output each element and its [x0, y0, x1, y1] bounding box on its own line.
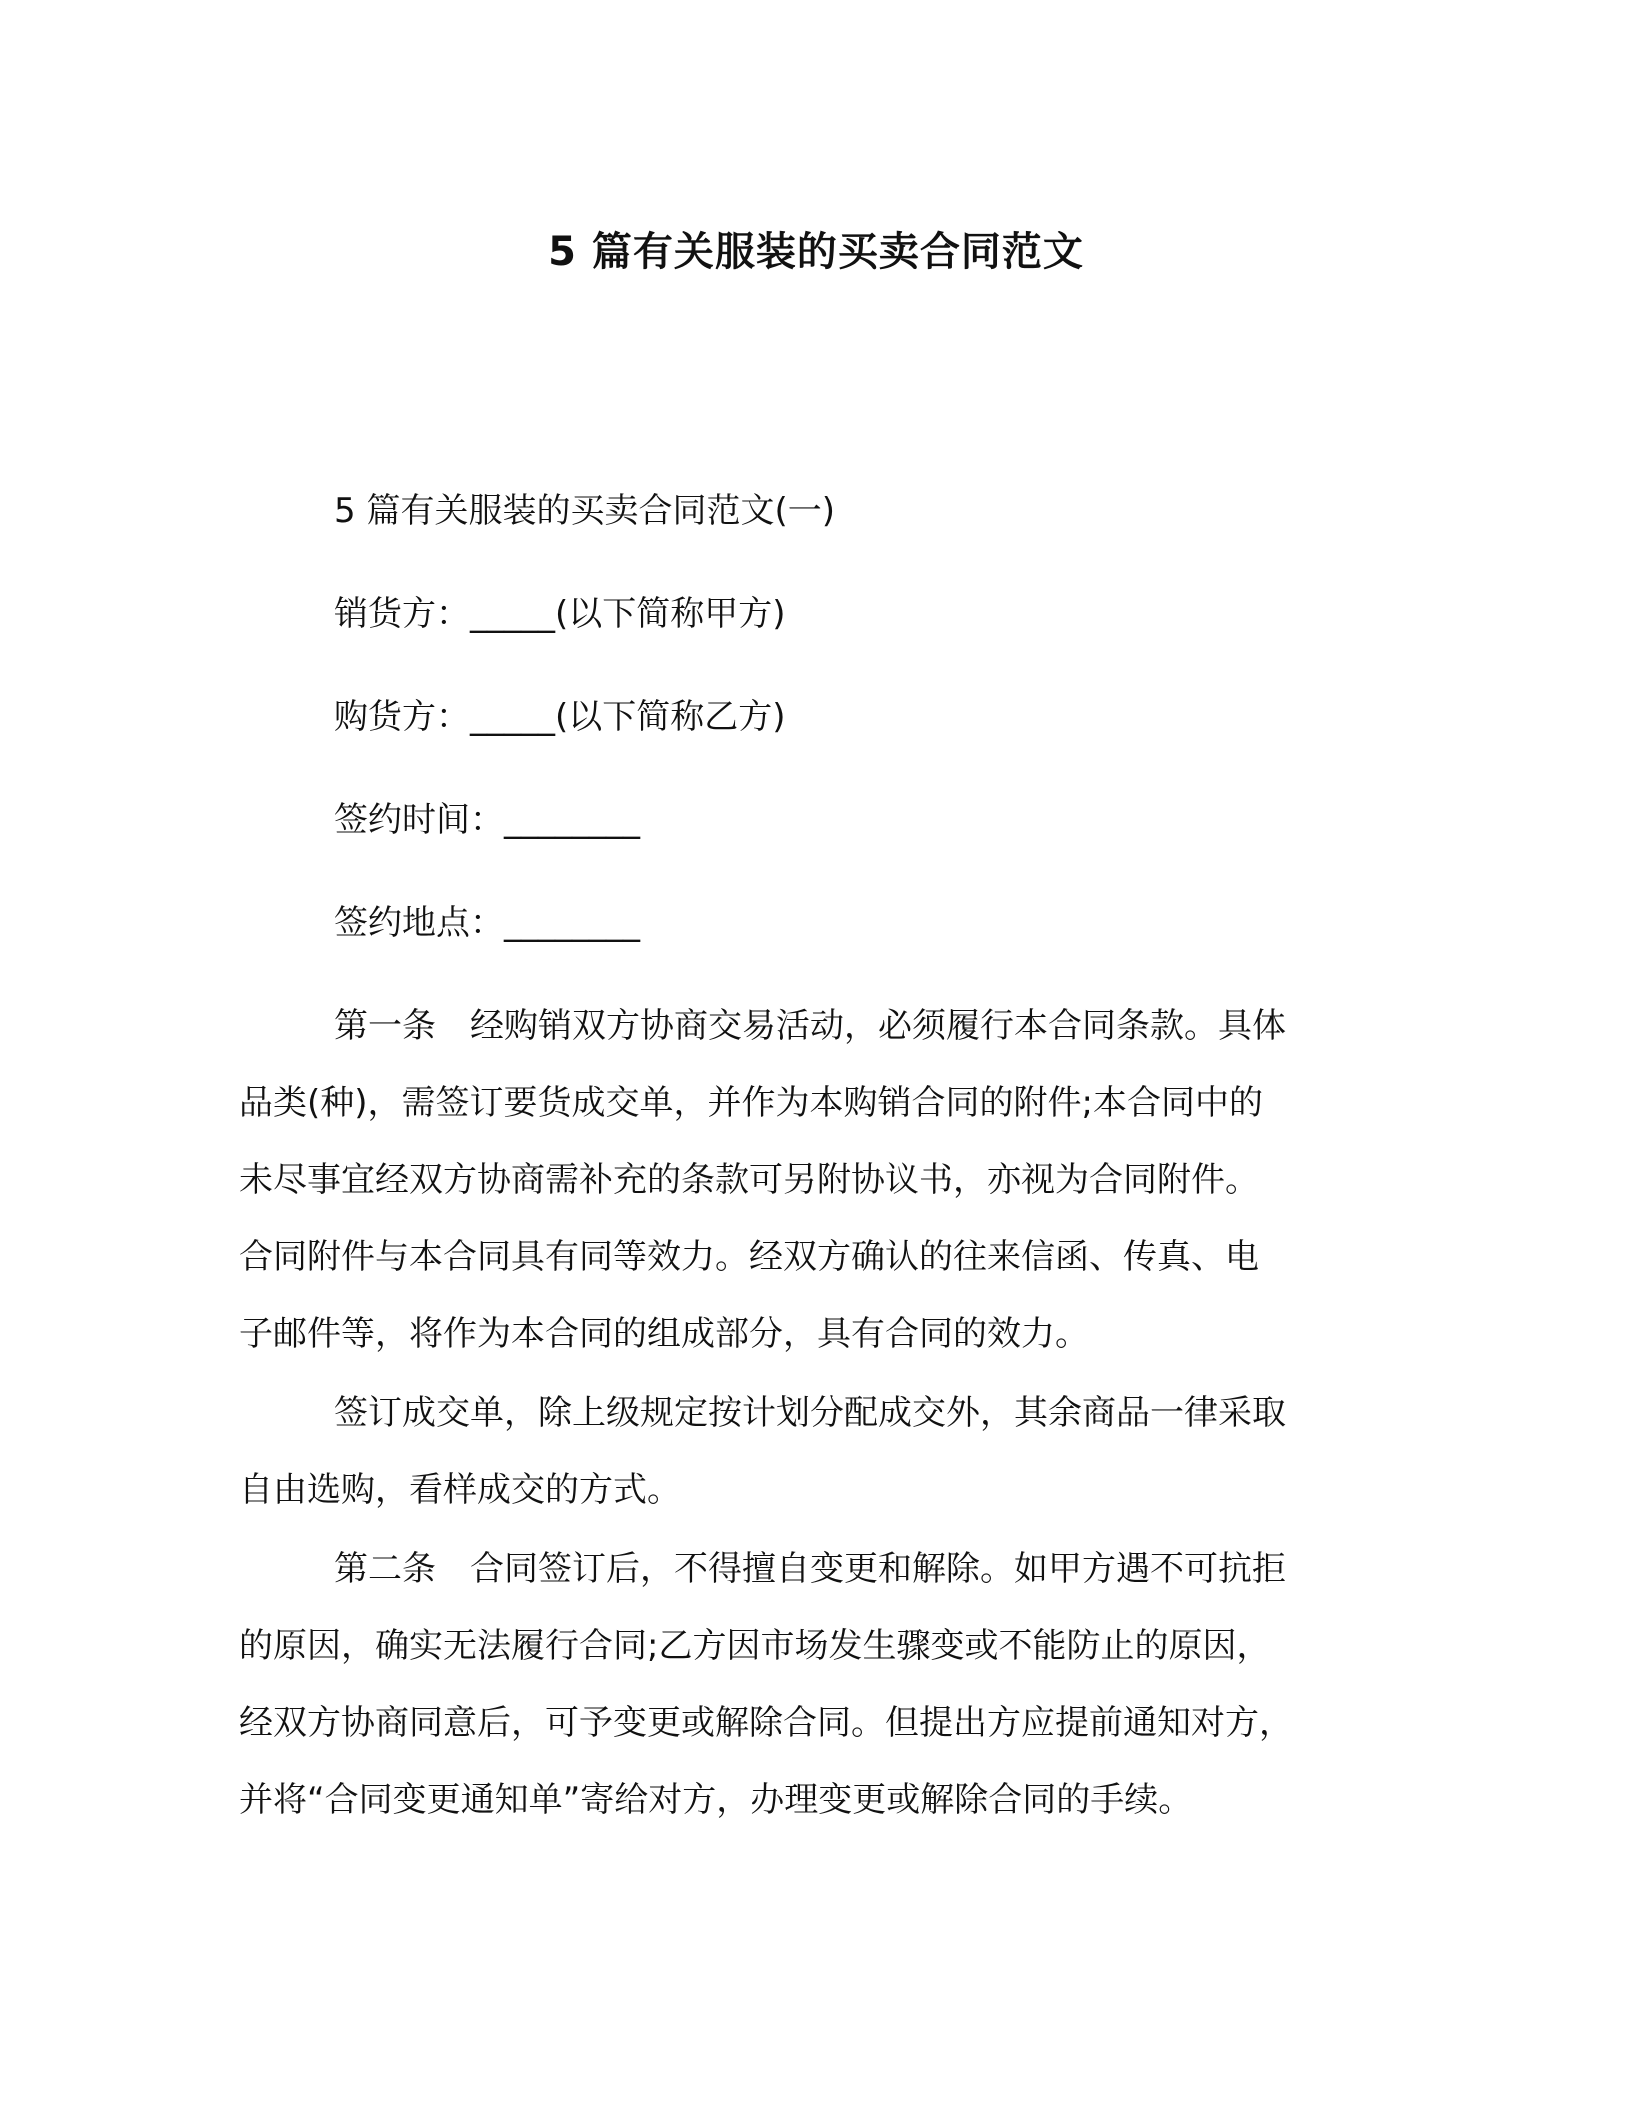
- page-title: 5 篇有关服装的买卖合同范文: [548, 229, 1084, 275]
- article-one-paragraph: [239, 1003, 1379, 1357]
- contract-subtitle: 5 篇有关服装的买卖合同范文(一): [334, 491, 835, 531]
- paragraph-line: 未尽事宜经双方协商需补充的条款可另附协议书，亦视为合同附件。: [239, 1160, 1259, 1200]
- paragraph-line: 第二条 合同签订后，不得擅自变更和解除。如甲方遇不可抗拒: [334, 1549, 1286, 1589]
- paragraph-line: 签订成交单，除上级规定按计划分配成交外，其余商品一律采取: [334, 1393, 1286, 1433]
- document-body: [239, 488, 1379, 1856]
- signing-place-field: 签约地点：________: [334, 903, 640, 943]
- buyer-field: 购货方：_____(以下简称乙方): [334, 697, 786, 737]
- order-form-paragraph: [239, 1390, 1379, 1513]
- paragraph-line: 子邮件等，将作为本合同的组成部分，具有合同的效力。: [239, 1314, 1089, 1354]
- paragraph-line: 经双方协商同意后，可予变更或解除合同。但提出方应提前通知对方，: [239, 1703, 1293, 1743]
- seller-field: 销货方：_____(以下简称甲方): [334, 594, 786, 634]
- paragraph-line: 的原因，确实无法履行合同;乙方因市场发生骤变或不能防止的原因，: [239, 1626, 1271, 1666]
- paragraph-line: 品类(种)，需签订要货成交单，并作为本购销合同的附件;本合同中的: [239, 1083, 1263, 1123]
- paragraph-line: 自由选购，看样成交的方式。: [239, 1470, 681, 1510]
- signing-time-field: 签约时间：________: [334, 800, 640, 840]
- paragraph-line: 合同附件与本合同具有同等效力。经双方确认的往来信函、传真、电: [239, 1237, 1259, 1277]
- article-two-paragraph: [239, 1546, 1379, 1823]
- paragraph-line: 并将“合同变更通知单”寄给对方，办理变更或解除合同的手续。: [239, 1780, 1193, 1820]
- paragraph-line: 第一条 经购销双方协商交易活动，必须履行本合同条款。具体: [334, 1006, 1286, 1046]
